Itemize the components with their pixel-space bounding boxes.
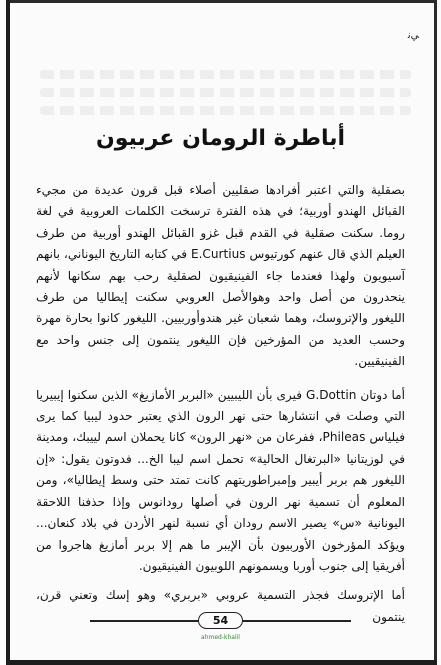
bleed-through-line [40, 70, 411, 79]
source-watermark: ahmed-khalil [201, 634, 240, 641]
chapter-title: أباطرة الرومان عربيون [95, 126, 346, 151]
bleed-through-line [40, 88, 411, 97]
bleed-through-line [40, 106, 411, 115]
paragraph-3: أما الإتروسك فجذر التسمية عروبي «بربري» وهو إسك وتعني قرن، ينتمون [36, 588, 405, 624]
corner-mark: ﻲﻧ [407, 30, 419, 41]
page-number: 54 [198, 612, 243, 629]
paragraph-2: أما دوتان G.Dottin فيرى بأن الليبيين «البربر الأمازيغ» الذين سكنوا إيبيريا التي وصلت في انتشارها حتى نهر الرون الذي يعتبر حدود ليبيا كما يرى فيلياس Phileas، ففرعان من «نهر الرون» كانا يحملان اسم لييبك، ومدينة في لوزيتانيا «البرتغال الحالية» تحمل اسم ليبا الخ... فدوتون يقول: «إن الليغور هم بربر أيبير وإمبراطوريتهم كانت تمتد حتى وسط إيطاليا»، ومن المعلوم أن تسمية نهر الرون في أصلها رودانوس وإذا حذفنا اللاحقة اليونانية «س» يصير الاسم رودان أي نسبة لنهر الأردن في بلاد كنعان... ويؤكد المؤرخون الأوربيون بأن الإيبر ما هم إلا بربر أمازيغ هاجروا من أفريقيا إلى جنوب أوربا ويسمونهم اللوبيون الفينيقيون. [36, 387, 405, 573]
page-edge-top [6, 0, 437, 3]
body-text [36, 180, 405, 628]
page-edge-right [434, 0, 437, 665]
page-footer [0, 612, 441, 629]
page-edge-bottom [6, 660, 437, 665]
page-edge-left [6, 0, 10, 665]
paragraph-1: بصقلية والتي اعتبر أفرادها صقليين أصلاء قبل قرون عديدة من مجيء القبائل الهندو أوربية؛ في هذه الفترة ترسخت الكلمات العروبية في لغة روما. سكنت صقلية في القدم قبل غزو القبائل الهندو أوربية من طرف العيلم الذي قال عنهم كورتيوس E.Curtius في كتابه التاريخ اليوناني، بانهم آسيويون ولهذا فعندما جاء الفينيقيون لصقلية رحب بهم سكانها لأنهم ينحدرون من أصل واحد وهوالأصل العروبي سكنت إيطاليا من طرف الليغور والإتروسك، وهما شعبان غير هندوأوربيين. الليغور كانوا بحارة مهرة وحسب العديد من المؤرخين فإن الليغور ينتمون إلى جنس واحد مع الفينيقيين. [36, 183, 405, 369]
